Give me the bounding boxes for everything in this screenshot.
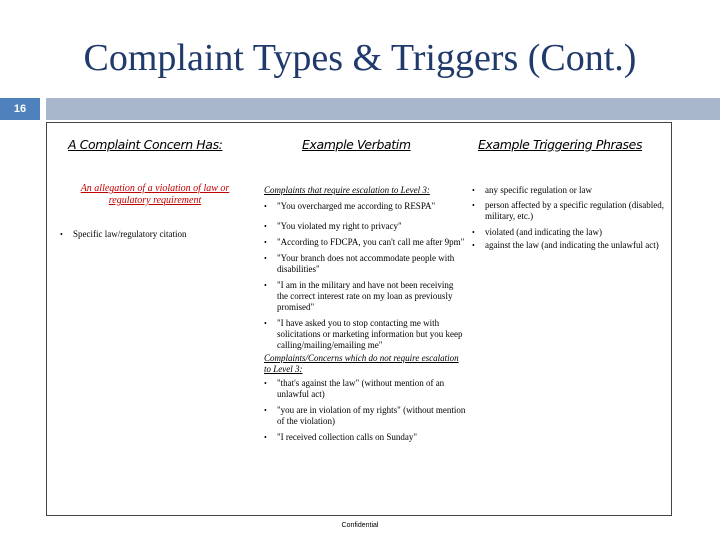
phrases-column [472, 185, 667, 251]
list-item: • "According to FDCPA, you can't call me after 9pm" [264, 237, 466, 248]
list-item: • against the law (and indicating the unlawful act) [472, 240, 667, 251]
escalate-heading: Complaints that require escalation to Level 3: [264, 185, 430, 195]
header-bar [46, 98, 720, 120]
list-item: • "I received collection calls on Sunday" [264, 432, 466, 443]
phrases-column-header: Example Triggering Phrases [478, 137, 643, 152]
list-item: • "I am in the military and have not been receiving the correct interest rate on my loan as previously promised" [264, 280, 466, 313]
slide-title: Complaint Types & Triggers (Cont.) [83, 37, 637, 79]
list-item: • "that's against the law" (without mention of an unlawful act) [264, 378, 466, 400]
list-item: • Specific law/regulatory citation [60, 229, 250, 240]
list-item: • violated (and indicating the law) [472, 227, 667, 238]
verbatim-column-header: Example Verbatim [302, 137, 411, 152]
concern-column-header: A Complaint Concern Has: [68, 137, 223, 152]
list-item: • "you are in violation of my rights" (without mention of the violation) [264, 405, 466, 427]
allegation-text: An allegation of a violation of law or regulatory requirement [80, 183, 230, 206]
phrases-list-1 [472, 185, 667, 222]
concern-list [60, 229, 250, 240]
list-item: • "You violated my right to privacy" [264, 221, 466, 232]
list-item: • "You overcharged me according to RESPA" [264, 201, 466, 212]
confidential-footer: Confidential [341, 522, 379, 529]
no-escalate-heading: Complaints/Concerns which do not require escalation to Level 3: [264, 353, 459, 374]
list-item: • "I have asked you to stop contacting me with solicitations or marketing information but you keep calling/mailing/emailing me" [264, 318, 466, 351]
verbatim-column [264, 185, 466, 443]
list-item: • "Your branch does not accommodate people with disabilities" [264, 253, 466, 275]
phrases-list-2 [472, 227, 667, 251]
no-escalate-list [264, 378, 466, 443]
slide-number: 16 [0, 98, 40, 120]
list-item: • any specific regulation or law [472, 185, 667, 196]
list-item: • person affected by a specific regulation (disabled, military, etc.) [472, 200, 667, 222]
concern-column [60, 183, 250, 240]
escalate-list [264, 201, 466, 351]
